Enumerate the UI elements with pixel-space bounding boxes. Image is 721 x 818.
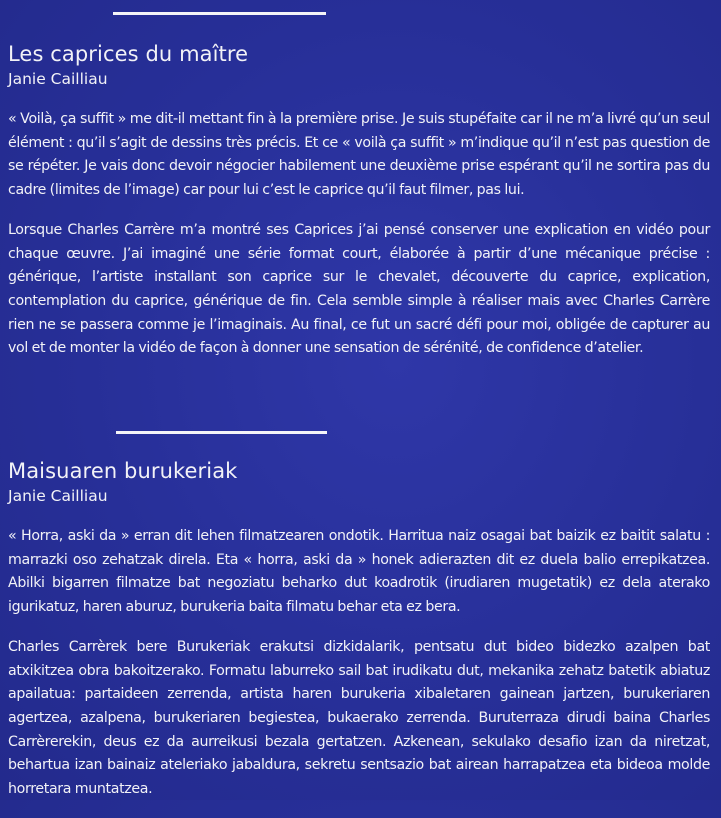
paragraph: « Voilà, ça suffit » me dit-il mettant fin à la première prise. Je suis stupéfaite car il ne m’a livré qu’un seul élément : qu’il s’agit de dessins très précis. Et ce « voilà ça suffit » m’indique qu’il n’est pas question de se répéter. Je vais donc devoir négocier habilement une deuxième prise espérant qu’il ne sortira pas du cadre (limites de l’image) car pour lui c’est le caprice qu’il faut filmer, pas lui. [8, 111, 710, 199]
section-basque [8, 457, 710, 818]
paragraph: Lorsque Charles Carrère m’a montré ses Caprices j’ai pensé conserver une explication en vidéo pour chaque œuvre. J’ai imaginé une série format court, élaborée à partir d’une mécanique précise : générique, l’artiste installant son caprice sur le chevalet, découverte du caprice, explication, contemplation du caprice, générique de fin. Cela semble simple à réaliser mais avec Charles Carrère rien ne se passera comme je l’imaginais. Au final, ce fut un sacré défi pour moi, obligée de capturer au vol et de monter la vidéo de façon à donner une sensation de sérénité, de confidence d’atelier. [8, 221, 710, 357]
section-french [8, 40, 710, 377]
author-name: Janie Cailliau [8, 70, 108, 88]
author-name: Janie Cailliau [8, 487, 108, 505]
paragraph: « Horra, aski da » erran dit lehen filmatzearen ondotik. Harritua naiz osagai bat baizik ez baitit salatu : marrazki oso zehatzak direla. Eta « horra, aski da » honek adierazten dit ez duela balio errepikatzea. Abilki bigarren filmatze bat negoziatu beharko dut koadrotik (irudiaren mugetatik) ez dela aterako igurikatuz, haren aburuz, burukeria baita filmatu behar eta ez bera. [8, 528, 710, 616]
section-title: Maisuaren burukeriak [8, 459, 238, 483]
divider-top [113, 12, 326, 15]
section-title: Les caprices du maître [8, 42, 249, 66]
divider-middle [116, 431, 327, 434]
paragraph: Charles Carrèrek bere Burukeriak erakutsi dizkidalarik, pentsatu dut bideo bidezko azalpen bat atxikitzea obra bakoitzerako. Formatu laburreko sail bat irudikatu dut, mekanika zehatz batetik abiatuz apailatua: partaideen zerrenda, artista haren burukeria xibaletaren gainean jartzen, burukeriaren agertzea, azalpena, burukeriaren begiestea, bukaerako zerrenda. Buruterraza dirudi baina Charles Carrèrerekin, deus ez da aurreikusi bezala gertatzen. Azkenean, sekulako desafio izan da niretzat, behartua izan bainaiz ateleriako jabaldura, sekretu sentsazio bat airean harrapatzea eta bideoa molde horretara muntatzea. [8, 638, 710, 798]
